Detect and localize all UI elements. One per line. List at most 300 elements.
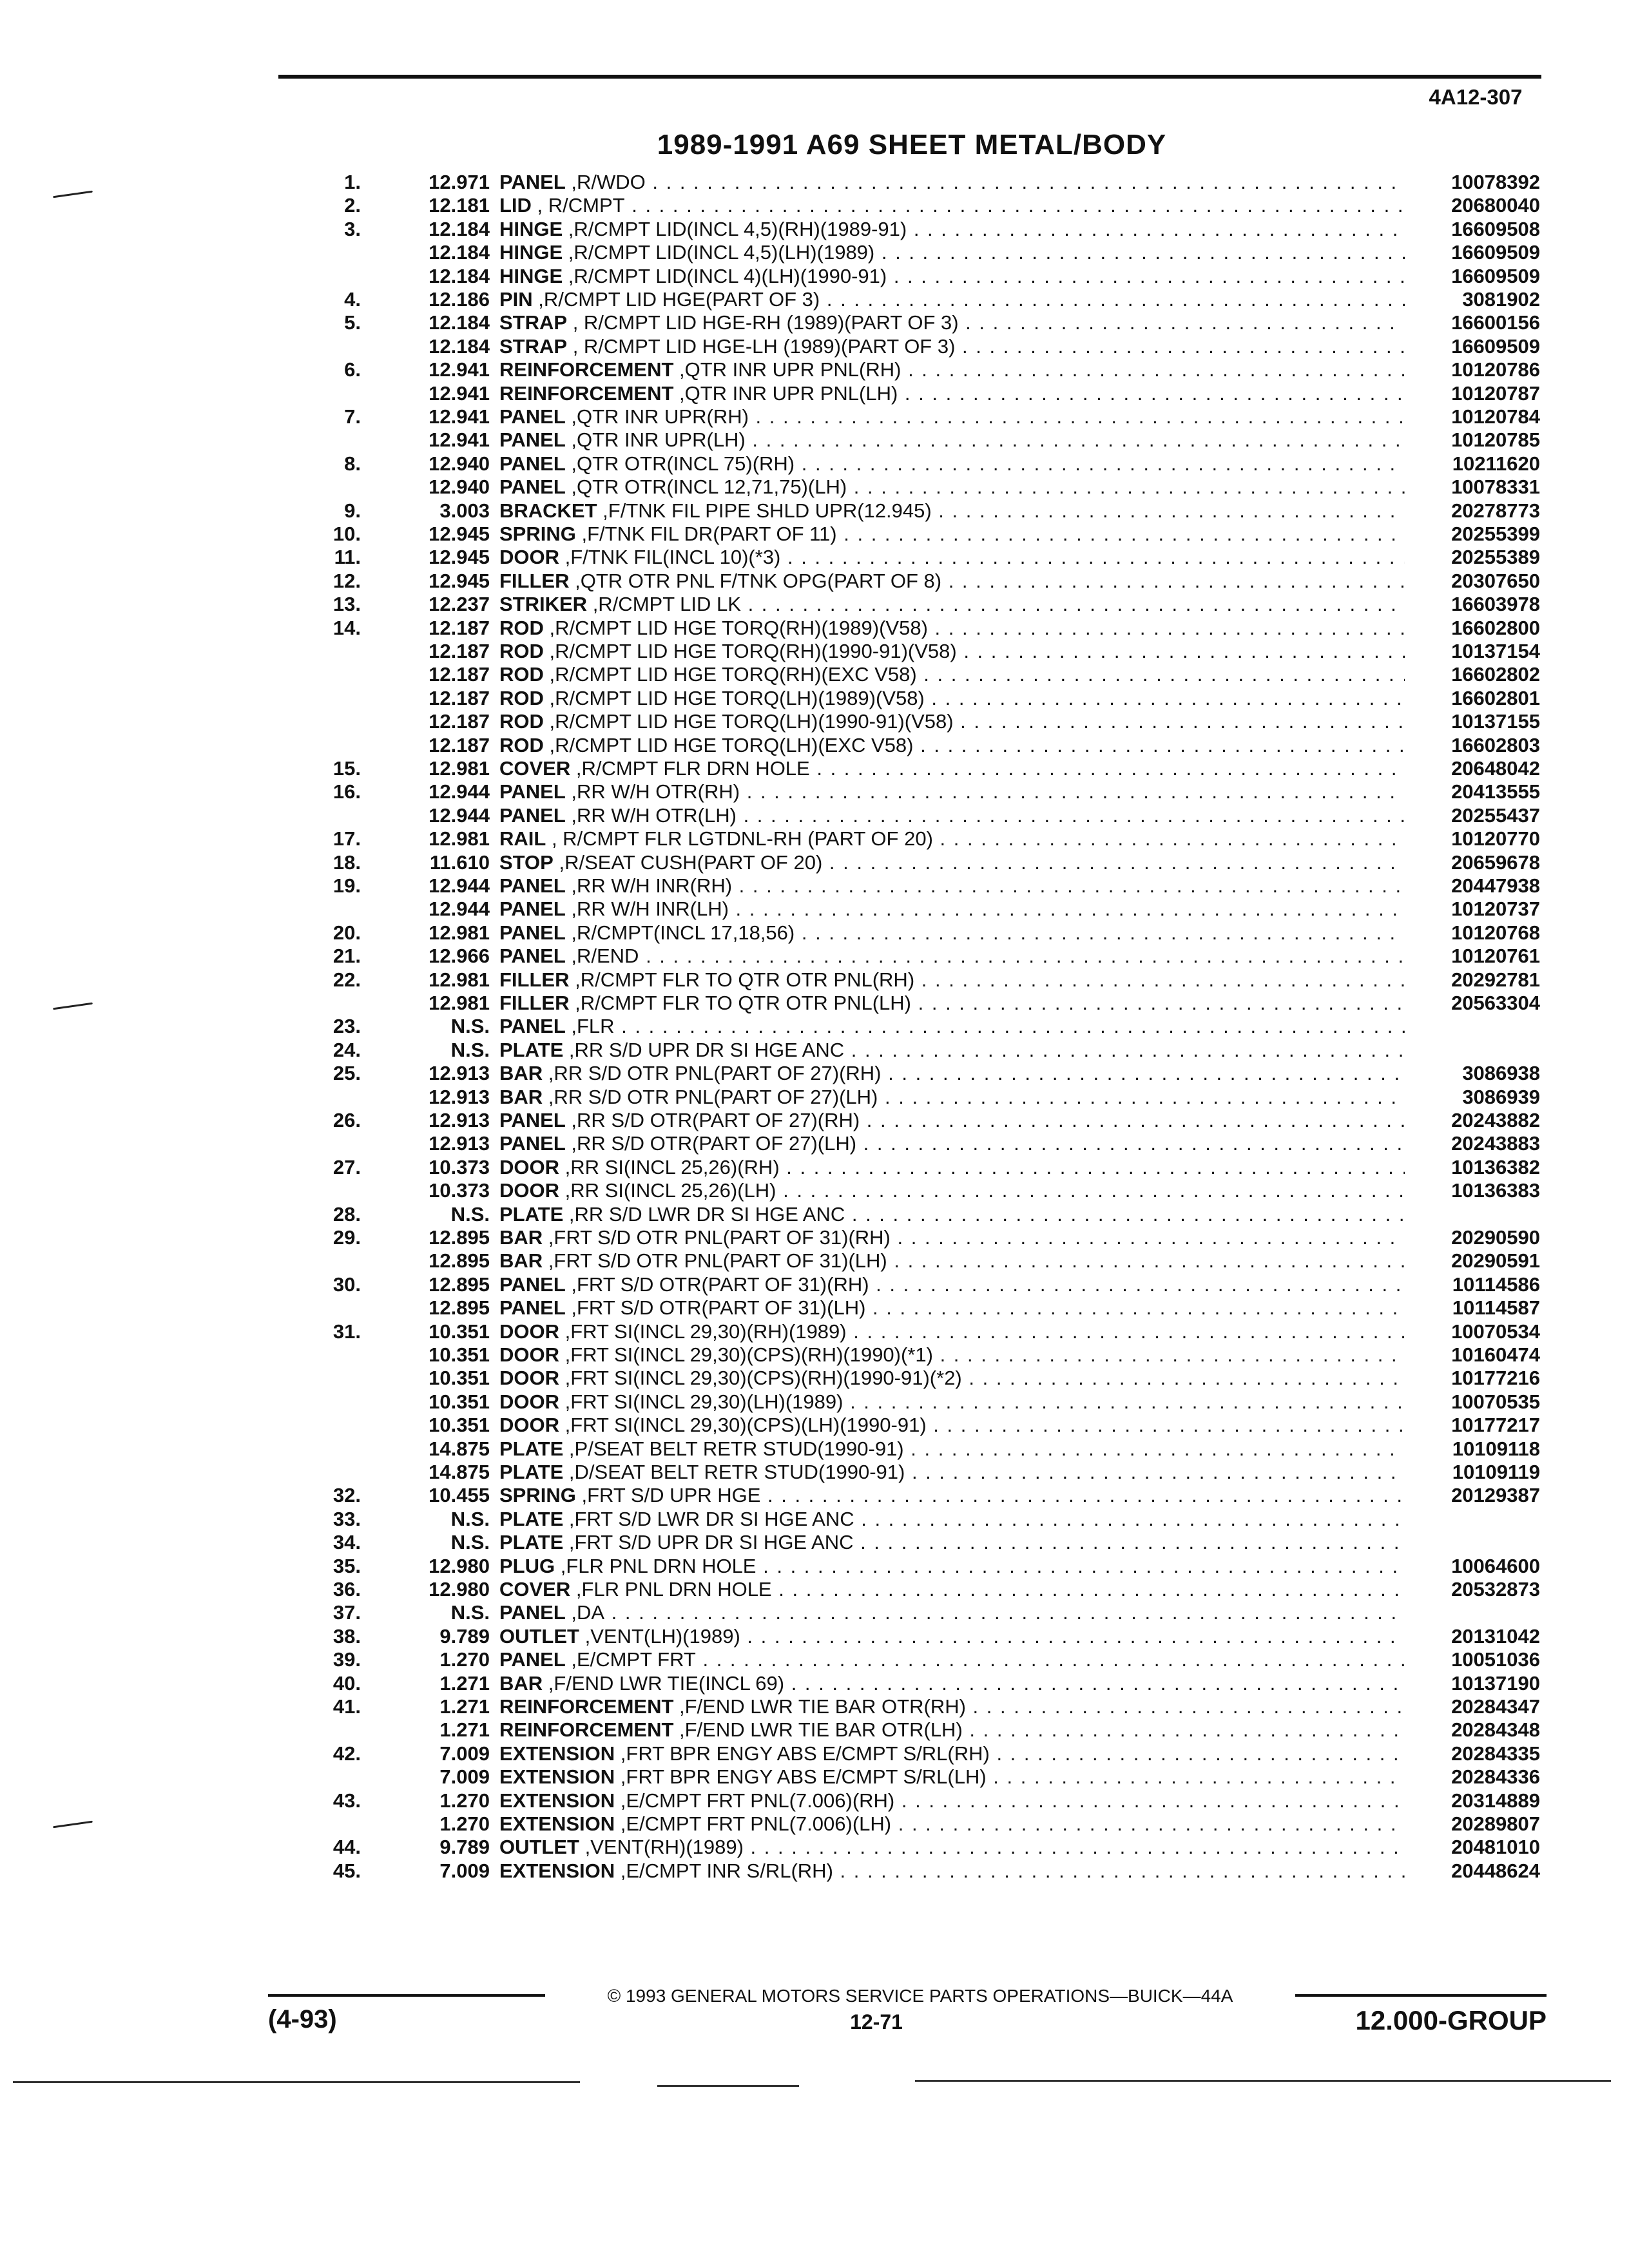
list-item <box>0 1483 1629 1507</box>
item-ref-number: 1. <box>344 171 361 193</box>
list-item <box>0 756 1629 780</box>
item-group-number: 12.184 <box>429 334 490 358</box>
item-part-number: 10051036 <box>1451 1648 1540 1671</box>
item-group-number: 1.270 <box>439 1789 490 1812</box>
item-description <box>499 709 1405 733</box>
item-qualifier: ,R/CMPT LID HGE TORQ(RH)(1990-91)(V58) <box>543 640 957 662</box>
list-item <box>0 616 1629 640</box>
list-item <box>0 334 1629 358</box>
item-noun: PANEL <box>499 874 566 897</box>
item-qualifier: ,R/CMPT LID HGE TORQ(LH)(1989)(V58) <box>543 686 925 709</box>
item-noun: OUTLET <box>499 1836 579 1859</box>
list-item <box>0 1202 1629 1226</box>
item-description <box>499 756 1405 780</box>
item-group-number: 10.373 <box>429 1155 490 1178</box>
list-item <box>0 311 1629 334</box>
item-part-number: 3081902 <box>1462 288 1540 311</box>
list-item <box>0 1273 1629 1296</box>
list-item <box>0 1577 1629 1601</box>
list-item <box>0 264 1629 288</box>
item-group-number: 12.941 <box>429 428 490 452</box>
item-noun: FILLER <box>499 968 570 991</box>
item-group-number: 1.271 <box>439 1671 490 1695</box>
item-description <box>499 1789 1405 1812</box>
item-part-number: 20292781 <box>1451 968 1540 991</box>
item-description <box>499 1460 1405 1484</box>
item-part-number: 16609509 <box>1451 241 1540 264</box>
item-noun: ROD <box>499 686 544 709</box>
item-ref-number: 24. <box>333 1038 361 1061</box>
item-group-number: 12.945 <box>429 546 490 569</box>
footer-rule-left <box>268 1994 545 1997</box>
item-group-number: N.S. <box>450 1015 490 1038</box>
item-ref-number: 3. <box>344 217 361 240</box>
item-part-number: 16609509 <box>1451 264 1540 287</box>
item-group-number: 12.944 <box>429 780 490 803</box>
item-part-number: 10120768 <box>1451 921 1540 944</box>
item-ref-number: 13. <box>333 593 361 616</box>
item-qualifier: ,FRT SI(INCL 29,30)(CPS)(RH)(1990-91)(*2) <box>559 1367 962 1390</box>
item-group-number: 12.980 <box>429 1554 490 1577</box>
item-qualifier: ,QTR OTR PNL F/TNK OPG(PART OF 8) <box>569 569 942 592</box>
item-group-number: 12.981 <box>429 992 490 1014</box>
item-group-number: 12.913 <box>429 1085 490 1108</box>
item-noun: PANEL <box>499 428 566 452</box>
item-ref-number: 11. <box>334 546 361 569</box>
list-item <box>0 1859 1629 1883</box>
item-description <box>499 1742 1405 1765</box>
item-qualifier: ,D/SEAT BELT RETR STUD(1990-91) <box>563 1461 905 1483</box>
item-description <box>499 1061 1405 1085</box>
item-description <box>499 428 1405 452</box>
list-item <box>0 1249 1629 1273</box>
item-part-number: 20255389 <box>1451 546 1540 569</box>
item-noun: SPRING <box>499 523 576 545</box>
item-part-number: 20255399 <box>1451 523 1540 545</box>
item-group-number: 12.186 <box>429 288 490 311</box>
item-part-number: 20314889 <box>1451 1789 1540 1812</box>
item-noun: BAR <box>499 1671 543 1695</box>
item-part-number: 20532873 <box>1451 1578 1540 1600</box>
item-ref-number: 44. <box>333 1836 361 1859</box>
item-noun: REINFORCEMENT <box>499 1695 674 1718</box>
item-part-number: 20290591 <box>1451 1249 1540 1273</box>
item-description <box>499 1624 1405 1648</box>
item-description <box>499 1437 1405 1461</box>
item-part-number: 20289807 <box>1451 1812 1540 1835</box>
list-item <box>0 850 1629 874</box>
item-group-number: 12.913 <box>429 1132 490 1155</box>
item-noun: LID <box>499 194 532 217</box>
list-item <box>0 358 1629 381</box>
item-noun: PLATE <box>499 1038 564 1061</box>
item-ref-number: 29. <box>333 1226 361 1249</box>
item-part-number: 16602803 <box>1451 733 1540 756</box>
item-description <box>499 1131 1405 1155</box>
list-item <box>0 686 1629 710</box>
item-part-number: 10078331 <box>1451 476 1540 499</box>
list-item <box>0 1624 1629 1648</box>
item-group-number: 12.945 <box>429 569 490 592</box>
item-description <box>499 1178 1405 1202</box>
item-group-number: 10.351 <box>429 1414 490 1437</box>
item-group-number: 14.875 <box>429 1461 490 1483</box>
list-item <box>0 1648 1629 1671</box>
item-group-number: 12.945 <box>429 523 490 545</box>
item-qualifier: ,FLR PNL DRN HOLE <box>570 1578 772 1600</box>
item-group-number: 12.184 <box>429 217 490 240</box>
item-part-number: 20284336 <box>1451 1765 1540 1789</box>
list-item <box>0 1131 1629 1155</box>
item-noun: PIN <box>499 288 533 311</box>
item-description <box>499 1320 1405 1343</box>
item-group-number: 1.271 <box>439 1718 490 1742</box>
item-group-number: N.S. <box>450 1531 490 1554</box>
item-ref-number: 35. <box>333 1554 361 1577</box>
item-part-number: 20290590 <box>1451 1226 1540 1249</box>
item-qualifier: ,FRT BPR ENGY ABS E/CMPT S/RL(LH) <box>615 1765 987 1789</box>
list-item <box>0 1061 1629 1085</box>
item-group-number: 12.895 <box>429 1296 490 1320</box>
item-description <box>499 1859 1405 1883</box>
item-group-number: 12.981 <box>429 921 490 944</box>
item-qualifier: ,FRT S/D UPR DR SI HGE ANC <box>563 1531 854 1554</box>
item-qualifier: ,RR W/H INR(RH) <box>565 874 733 897</box>
item-group-number: 12.895 <box>429 1249 490 1273</box>
item-ref-number: 10. <box>333 523 361 545</box>
list-item <box>0 1600 1629 1624</box>
item-qualifier: ,RR W/H OTR(LH) <box>565 803 737 827</box>
item-qualifier: ,R/CMPT LID(INCL 4,5)(RH)(1989-91) <box>563 217 907 240</box>
item-ref-number: 21. <box>333 945 361 968</box>
item-qualifier: ,QTR INR UPR PNL(LH) <box>673 381 898 405</box>
item-part-number: 10120737 <box>1451 898 1540 921</box>
item-qualifier: ,RR W/H OTR(RH) <box>565 780 740 803</box>
item-group-number: 7.009 <box>439 1859 490 1882</box>
item-qualifier: ,F/END LWR TIE(INCL 69) <box>543 1671 785 1695</box>
item-part-number: 20278773 <box>1451 499 1540 522</box>
item-qualifier: ,VENT(LH)(1989) <box>579 1624 740 1648</box>
list-item <box>0 1155 1629 1179</box>
list-item <box>0 1695 1629 1718</box>
item-part-number: 10177216 <box>1451 1367 1540 1390</box>
item-ref-number: 40. <box>333 1671 361 1695</box>
item-part-number: 20563304 <box>1451 992 1540 1014</box>
item-group-number: 12.980 <box>429 1578 490 1600</box>
item-description <box>499 1600 1405 1624</box>
item-qualifier: ,DA <box>565 1601 605 1624</box>
item-group-number: 12.971 <box>429 171 490 193</box>
item-part-number: 20307650 <box>1451 569 1540 592</box>
item-part-number: 20648042 <box>1451 757 1540 780</box>
list-item <box>0 1742 1629 1765</box>
item-part-number: 16603978 <box>1451 593 1540 616</box>
item-ref-number: 4. <box>344 288 361 311</box>
item-description <box>499 944 1405 968</box>
list-item <box>0 452 1629 476</box>
item-group-number: 12.941 <box>429 358 490 381</box>
item-noun: EXTENSION <box>499 1812 615 1835</box>
item-ref-number: 30. <box>333 1273 361 1296</box>
item-ref-number: 36. <box>333 1578 361 1600</box>
item-description <box>499 522 1405 546</box>
item-qualifier: ,FRT S/D UPR HGE <box>575 1484 761 1507</box>
item-part-number: 20680040 <box>1451 194 1540 217</box>
list-item <box>0 592 1629 616</box>
item-group-number: 12.981 <box>429 968 490 991</box>
item-noun: PANEL <box>499 803 566 827</box>
list-item <box>0 569 1629 593</box>
item-ref-number: 31. <box>333 1320 361 1343</box>
item-description <box>499 569 1405 593</box>
item-group-number: N.S. <box>450 1038 490 1061</box>
item-group-number: 10.455 <box>429 1484 490 1507</box>
item-noun: BAR <box>499 1085 543 1108</box>
item-noun: HINGE <box>499 241 563 264</box>
item-qualifier: ,QTR INR UPR(LH) <box>565 428 746 452</box>
list-item <box>0 944 1629 968</box>
item-noun: COVER <box>499 1578 571 1600</box>
item-group-number: 12.966 <box>429 945 490 968</box>
item-qualifier: ,R/CMPT LID(INCL 4,5)(LH)(1989) <box>563 241 875 264</box>
item-description <box>499 1718 1405 1742</box>
item-part-number: 10070535 <box>1451 1390 1540 1413</box>
item-group-number: 12.913 <box>429 1062 490 1085</box>
item-description <box>499 1249 1405 1273</box>
item-qualifier: ,F/TNK FIL DR(PART OF 11) <box>575 523 837 545</box>
item-ref-number: 38. <box>333 1624 361 1648</box>
item-noun: PANEL <box>499 452 566 475</box>
item-qualifier: ,FRT S/D OTR(PART OF 31)(RH) <box>565 1273 869 1296</box>
item-description <box>499 1812 1405 1836</box>
item-qualifier: , R/CMPT FLR LGTDNL-RH (PART OF 20) <box>546 827 933 850</box>
list-item <box>0 193 1629 217</box>
item-noun: EXTENSION <box>499 1789 615 1812</box>
item-qualifier: ,E/CMPT FRT PNL(7.006)(RH) <box>615 1789 895 1812</box>
item-part-number: 10114586 <box>1452 1273 1540 1296</box>
item-part-number: 20284347 <box>1451 1695 1540 1718</box>
item-noun: PANEL <box>499 1109 566 1131</box>
item-description <box>499 662 1405 686</box>
item-description <box>499 1343 1405 1367</box>
item-description <box>499 1507 1405 1531</box>
item-qualifier: ,RR S/D OTR PNL(PART OF 27)(LH) <box>543 1085 878 1108</box>
list-item <box>0 1225 1629 1249</box>
list-item <box>0 217 1629 241</box>
item-description <box>499 850 1405 874</box>
item-noun: DOOR <box>499 1390 559 1413</box>
item-qualifier: ,QTR INR UPR(RH) <box>565 405 749 428</box>
item-group-number: 12.187 <box>429 616 490 639</box>
item-ref-number: 6. <box>344 358 361 381</box>
item-noun: PANEL <box>499 1296 566 1320</box>
item-group-number: 14.875 <box>429 1437 490 1460</box>
list-item <box>0 1507 1629 1531</box>
item-noun: PLUG <box>499 1554 555 1577</box>
item-noun: DOOR <box>499 1320 559 1343</box>
item-qualifier: ,FRT SI(INCL 29,30)(RH)(1989) <box>559 1320 847 1343</box>
item-qualifier: ,R/CMPT LID(INCL 4)(LH)(1990-91) <box>563 264 887 287</box>
item-description <box>499 1108 1405 1132</box>
item-qualifier: ,VENT(RH)(1989) <box>579 1836 744 1859</box>
item-qualifier: ,FLR <box>565 1015 615 1038</box>
item-group-number: 12.941 <box>429 405 490 428</box>
item-noun: BAR <box>499 1249 543 1273</box>
list-item <box>0 1296 1629 1320</box>
item-qualifier: ,QTR INR UPR PNL(RH) <box>673 358 901 381</box>
item-description <box>499 358 1405 381</box>
bottom-edge-rule-mid <box>657 2085 799 2087</box>
item-group-number: 12.940 <box>429 452 490 475</box>
list-item <box>0 522 1629 546</box>
item-part-number: 16602801 <box>1451 686 1540 709</box>
item-description <box>499 1648 1405 1671</box>
list-item <box>0 709 1629 733</box>
item-qualifier: ,FRT SI(INCL 29,30)(CPS)(RH)(1990)(*1) <box>559 1343 933 1366</box>
item-noun: PLATE <box>499 1202 564 1225</box>
list-item <box>0 499 1629 523</box>
item-ref-number: 28. <box>333 1202 361 1225</box>
item-noun: ROD <box>499 710 544 733</box>
item-group-number: 10.351 <box>429 1367 490 1390</box>
item-noun: STOP <box>499 850 554 874</box>
item-noun: STRIKER <box>499 593 588 616</box>
list-item <box>0 897 1629 921</box>
item-noun: RAIL <box>499 827 546 850</box>
item-noun: PANEL <box>499 171 566 193</box>
item-description <box>499 405 1405 428</box>
item-part-number: 10137154 <box>1451 640 1540 662</box>
item-noun: BAR <box>499 1062 543 1085</box>
item-ref-number: 14. <box>333 616 361 639</box>
item-part-number: 10120787 <box>1451 381 1540 405</box>
item-part-number: 16609508 <box>1451 217 1540 240</box>
item-noun: PANEL <box>499 898 566 921</box>
item-noun: PLATE <box>499 1461 564 1483</box>
item-ref-number: 26. <box>333 1109 361 1131</box>
list-item <box>0 287 1629 311</box>
item-ref-number: 7. <box>344 405 361 428</box>
item-noun: OUTLET <box>499 1624 579 1648</box>
list-item <box>0 1366 1629 1390</box>
list-item <box>0 827 1629 850</box>
item-group-number: 12.913 <box>429 1109 490 1131</box>
item-noun: REINFORCEMENT <box>499 358 674 381</box>
item-description <box>499 1577 1405 1601</box>
item-noun: EXTENSION <box>499 1742 615 1765</box>
list-item <box>0 803 1629 827</box>
item-description <box>499 475 1405 499</box>
revision-date: (4-93) <box>268 2005 337 2033</box>
list-item <box>0 545 1629 569</box>
item-description <box>499 545 1405 569</box>
list-item <box>0 1671 1629 1695</box>
item-noun: PANEL <box>499 476 566 499</box>
item-group-number: 12.181 <box>429 194 490 217</box>
item-qualifier: ,RR SI(INCL 25,26)(LH) <box>559 1179 776 1202</box>
item-group-number: 12.187 <box>429 640 490 662</box>
list-item <box>0 381 1629 405</box>
list-item <box>0 405 1629 428</box>
item-noun: DOOR <box>499 546 559 569</box>
item-qualifier: ,R/END <box>565 945 639 968</box>
item-ref-number: 17. <box>333 827 361 850</box>
item-qualifier: ,F/END LWR TIE BAR OTR(RH) <box>673 1695 966 1718</box>
item-group-number: 10.373 <box>429 1179 490 1202</box>
item-ref-number: 33. <box>333 1507 361 1530</box>
item-part-number: 10136383 <box>1451 1179 1540 1202</box>
item-part-number: 20255437 <box>1451 803 1540 827</box>
item-group-number: 12.187 <box>429 663 490 686</box>
item-part-number: 3086939 <box>1462 1085 1540 1108</box>
item-ref-number: 27. <box>333 1155 361 1178</box>
item-group-number: 12.895 <box>429 1273 490 1296</box>
item-description <box>499 1014 1405 1038</box>
item-description <box>499 921 1405 945</box>
item-group-number: 12.981 <box>429 757 490 780</box>
item-group-number: 12.941 <box>429 381 490 405</box>
item-group-number: 12.237 <box>429 593 490 616</box>
item-description <box>499 968 1405 992</box>
item-part-number: 20284348 <box>1451 1718 1540 1742</box>
item-description <box>499 1483 1405 1507</box>
item-ref-number: 42. <box>333 1742 361 1765</box>
bottom-edge-rule-right <box>915 2080 1611 2082</box>
item-description <box>499 170 1405 194</box>
item-description <box>499 287 1405 311</box>
list-item <box>0 639 1629 663</box>
item-qualifier: ,RR S/D OTR(PART OF 27)(LH) <box>565 1132 857 1155</box>
list-item <box>0 1390 1629 1414</box>
item-description <box>499 499 1405 523</box>
item-group-number: 10.351 <box>429 1343 490 1366</box>
item-part-number: 20481010 <box>1451 1836 1540 1859</box>
list-item <box>0 1530 1629 1554</box>
item-ref-number: 37. <box>333 1601 361 1624</box>
item-description <box>499 1413 1405 1437</box>
item-noun: PLATE <box>499 1437 564 1460</box>
item-part-number: 20448624 <box>1451 1859 1540 1882</box>
item-group-number: 1.270 <box>439 1812 490 1835</box>
item-description <box>499 240 1405 264</box>
item-noun: ROD <box>499 663 544 686</box>
item-group-number: 11.610 <box>429 850 490 874</box>
item-qualifier: ,RR S/D UPR DR SI HGE ANC <box>563 1038 845 1061</box>
item-description <box>499 874 1405 898</box>
item-description <box>499 897 1405 921</box>
item-part-number: 16602800 <box>1451 616 1540 639</box>
item-qualifier: ,FRT S/D OTR PNL(PART OF 31)(LH) <box>543 1249 887 1273</box>
item-noun: EXTENSION <box>499 1765 615 1789</box>
item-description <box>499 1835 1405 1859</box>
item-part-number: 10109118 <box>1452 1437 1540 1460</box>
item-qualifier: ,E/CMPT FRT <box>565 1648 696 1671</box>
item-qualifier: ,FRT SI(INCL 29,30)(CPS)(LH)(1990-91) <box>559 1414 927 1437</box>
item-qualifier: ,R/CMPT LID HGE TORQ(LH)(1990-91)(V58) <box>543 710 954 733</box>
item-ref-number: 25. <box>333 1062 361 1085</box>
item-noun: BAR <box>499 1226 543 1249</box>
item-noun: PANEL <box>499 780 566 803</box>
item-description <box>499 1695 1405 1718</box>
list-item <box>0 170 1629 194</box>
item-description <box>499 1390 1405 1414</box>
item-noun: DOOR <box>499 1343 559 1366</box>
item-noun: PLATE <box>499 1507 564 1530</box>
item-qualifier: ,F/END LWR TIE BAR OTR(LH) <box>673 1718 963 1742</box>
item-group-number: 3.003 <box>439 499 490 522</box>
item-ref-number: 45. <box>333 1859 361 1882</box>
item-description <box>499 991 1405 1015</box>
